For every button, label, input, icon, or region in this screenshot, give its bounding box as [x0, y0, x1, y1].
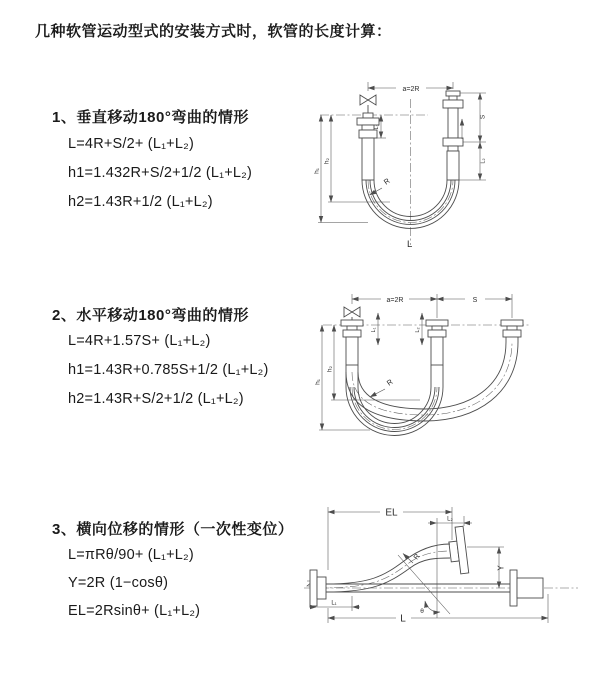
section-2-formula-h2: h2=1.43R+S/2+1/2 (L₁+L₂) [68, 391, 244, 407]
label-l1: L₁ [371, 327, 377, 333]
section-2-formula-h1: h1=1.43R+0.785S+1/2 (L₁+L₂) [68, 362, 269, 378]
label-l2: L₂ [480, 158, 487, 164]
label-bend-radius: R [412, 552, 422, 562]
label-bend-radius: R [384, 377, 395, 388]
section-1-formula-L: L=4R+S/2+ (L₁+L₂) [68, 136, 194, 152]
label-h2: h₂ [326, 365, 334, 373]
section-3-heading: 3、横向位移的情形（一次性变位） [52, 521, 294, 538]
braided-hose-right [447, 151, 459, 180]
label-h2: h₂ [323, 157, 331, 165]
hose-assembly [307, 526, 543, 606]
label-bend-radius: R [381, 176, 392, 187]
construction-diagonal [398, 552, 450, 614]
valve-icon [344, 307, 360, 317]
label-el: EL [385, 507, 398, 519]
s-curve-hose-lower [326, 558, 450, 592]
label-theta: θ [420, 608, 424, 615]
displaced-end-flange [447, 526, 469, 575]
label-total-length: L [407, 239, 413, 250]
diagram-horizontal-180-bend [315, 287, 600, 455]
label-l2: L₂ [415, 327, 421, 333]
label-h1: h₁ [313, 168, 321, 174]
hose-assembly [341, 307, 523, 436]
section-1-heading: 1、垂直移动180°弯曲的情形 [52, 109, 249, 126]
label-l1: L₁ [331, 600, 337, 607]
dimensions [309, 507, 548, 625]
label-l1: L₁ [374, 124, 380, 130]
label-s: S [479, 114, 487, 120]
section-3-formula-EL: EL=2Rsinθ+ (L₁+L₂) [68, 603, 201, 619]
hose-assembly [357, 91, 463, 228]
diagram-lateral-displacement [300, 500, 600, 645]
label-total-length: L [400, 613, 406, 625]
label-h1: h₁ [315, 379, 322, 385]
label-y: Y [496, 565, 506, 571]
label-span-2r: a=2R [386, 296, 404, 304]
braided-hose-left [346, 337, 358, 365]
braided-hose-middle [431, 337, 443, 365]
section-3-formula-Y: Y=2R (1−cosθ) [68, 575, 169, 591]
label-span-2r: a=2R [402, 85, 420, 93]
section-3-formula-L: L=πRθ/90+ (L₁+L₂) [68, 547, 194, 563]
section-1-formula-h1: h1=1.432R+S/2+1/2 (L₁+L₂) [68, 165, 253, 181]
section-2-formula-L: L=4R+1.57S+ (L₁+L₂) [68, 333, 211, 349]
valve-icon [360, 95, 376, 105]
dimensions [315, 294, 512, 430]
label-l2: L₂ [447, 516, 453, 523]
page-title: 几种软管运动型式的安装方式时，软管的长度计算： [35, 23, 392, 40]
s-curve-hose-upper [326, 544, 450, 584]
label-s: S [472, 296, 478, 304]
section-2-heading: 2、水平移动180°弯曲的情形 [52, 307, 249, 324]
braided-hose-left [362, 138, 374, 180]
section-1-formula-h2: h2=1.43R+1/2 (L₁+L₂) [68, 194, 213, 210]
diagram-vertical-180-bend [310, 75, 600, 260]
